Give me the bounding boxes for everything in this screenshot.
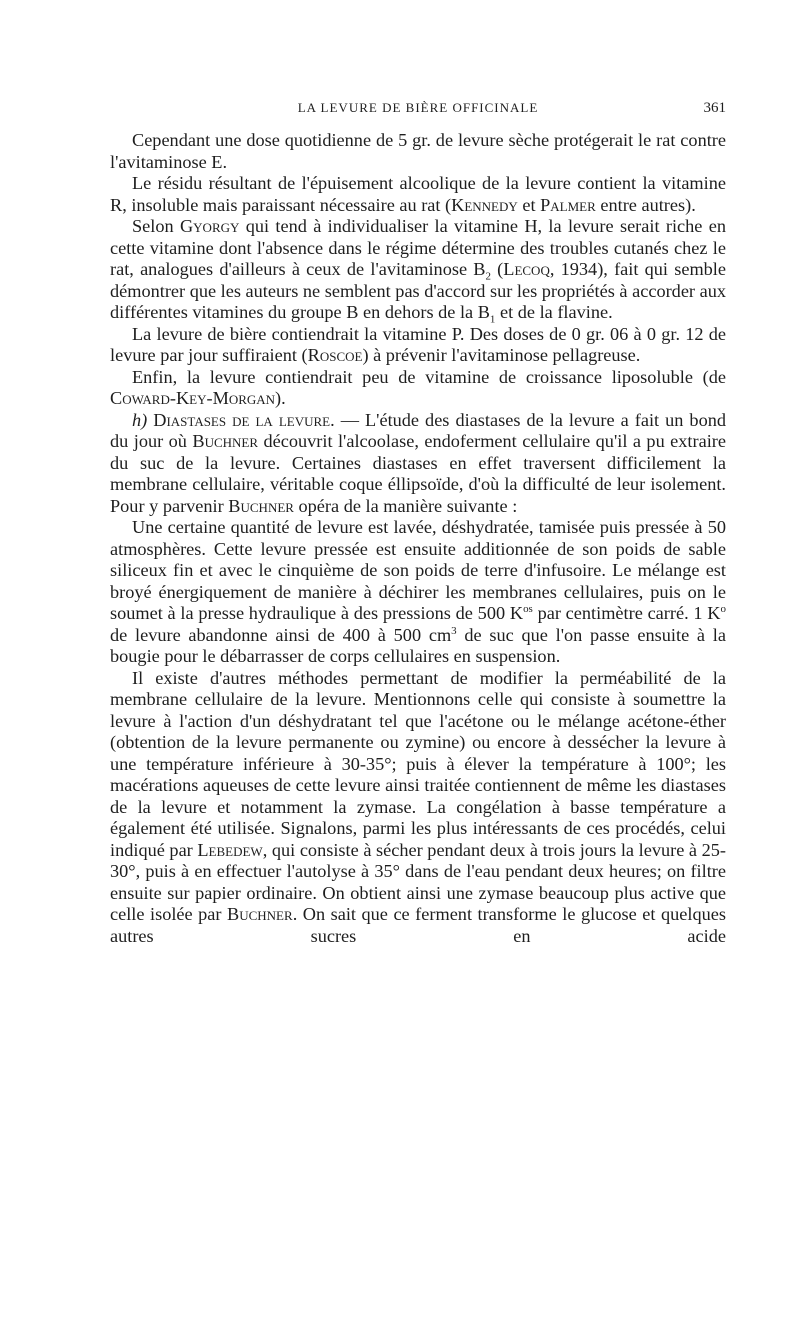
superscript: os — [523, 602, 533, 615]
text-run: . On sait que ce ferment transforme le glucose et quelques autres sucres en acide — [110, 904, 726, 946]
text-run: La levure de bière contiendrait la vitamine P. Des doses de 0 gr. 06 à 0 gr. 12 de levure par jour suffiraient ( — [110, 323, 726, 365]
paragraph-2 — [110, 173, 726, 216]
text-run: , qui consiste à sécher pendant deux à trois jours la levure à 25-30°, puis à en effectuer l'autolyse à 35° dans de l'eau pendant deux heures; on filtre ensuite sur papier ordinaire. On obtient ainsi une zymase beaucoup plus active que celle isolée par — [110, 839, 726, 924]
text-run: Selon — [132, 216, 180, 236]
author-name: Roscoe — [307, 345, 363, 365]
subscript: 2 — [485, 270, 491, 283]
paragraph-5 — [110, 367, 726, 410]
paragraph-7 — [110, 517, 726, 668]
author-name: Palmer — [540, 194, 596, 215]
text-run: Enfin, la levure contiendrait peu de vitamine de croissance liposoluble (de — [132, 366, 726, 387]
paragraph-6 — [110, 410, 726, 518]
text-run: ). — [275, 388, 286, 408]
section-heading: Diastases de la levure. — [153, 409, 335, 430]
paragraph-3 — [110, 216, 726, 324]
text-run: Le résidu résultant de l'épuisement alcoolique de la levure contient la vitamine R, insoluble mais paraissant nécessaire au rat ( — [110, 173, 726, 215]
text-run: de suc que l'on passe ensuite à la bougie pour le débarrasser de corps cellulaires en suspension. — [110, 624, 726, 666]
paragraph-8 — [110, 668, 726, 948]
text-run: découvrit l'alcoolase, endoferment cellulaire qu'il a pu extraire du suc de la levure. Certaines diastases en effet traversent difficilement la membrane cellulaire, véritable coque éllipsoïde, d'où la difficulté de leur isolement. Pour y parvenir — [110, 431, 726, 516]
body-text — [110, 130, 726, 947]
author-name: Lebedew — [197, 839, 263, 860]
superscript: 3 — [451, 624, 457, 637]
page-number: 361 — [703, 100, 726, 116]
author-name: Kennedy — [451, 194, 518, 215]
text-run: de levure abandonne ainsi de 400 à 500 cm — [110, 624, 452, 645]
text-run: Une certaine quantité de levure est lavée, déshydratée, tamisée puis pressée à 50 atmosphères. Cette levure pressée est ensuite additionnée de son poids de sable siliceux fin et avec le cinquième de son poids de terre d'infusoire. Le mélange est broyé énergiquement de manière à déchirer les membranes cellulaires, puis on le soumet à la presse hydraulique à des pressions de 500 K — [110, 517, 726, 623]
text-run: par centimètre carré. 1 K — [532, 603, 721, 623]
text-run: entre autres). — [595, 194, 696, 215]
running-title: LA LEVURE DE BIÈRE OFFICINALE — [297, 100, 539, 115]
document-page — [110, 98, 726, 947]
author-name: Lecoq — [503, 259, 550, 279]
text-run: , 1934), fait qui semble démontrer que les auteurs ne semblent pas d'accord sur les propriétés à accorder aux différentes vitamines du groupe B en dehors de la B — [110, 259, 726, 322]
running-header — [110, 98, 726, 122]
author-name: Buchner — [227, 904, 293, 924]
text-run: — L'étude des diastases de la levure a fait un bond du jour où — [110, 409, 726, 451]
author-name: Coward-Key-Morgan — [110, 388, 276, 408]
author-name: Buchner — [228, 495, 294, 516]
paragraph-1 — [110, 130, 726, 173]
text-run: ) à prévenir l'avitaminose pellagreuse. — [362, 345, 641, 365]
subscript: 1 — [489, 313, 496, 326]
author-name: Gyorgy — [179, 216, 240, 236]
text-run: opéra de la manière suivante : — [293, 495, 518, 516]
paragraph-4 — [110, 324, 726, 367]
superscript: o — [720, 602, 726, 615]
text-run: Cependant une dose quotidienne de 5 gr. de levure sèche protégerait le rat contre l'avitaminose E. — [110, 130, 726, 172]
text-run: et — [517, 194, 541, 215]
section-label: h) — [132, 409, 148, 430]
author-name: Buchner — [192, 431, 259, 451]
text-run: Il existe d'autres méthodes permettant de modifier la perméabilité de la membrane cellulaire de la levure. Mentionnons celle qui consiste à soumettre la levure à l'action d'un déshydratant tel que l'acétone ou le mélange acétone-éther (obtention de la levure permanente ou zymine) ou encore à dessécher la levure à une température inférieure à 30-35°; puis à élever la température à 100°; les macérations aqueuses de cette levure ainsi traitée contiennent de même les diastases de la levure et notamment la zymase. La congélation à basse température a également été utilisée. Signalons, parmi les plus intéressants de ces procédés, celui indiqué par — [110, 667, 726, 860]
text-run: qui tend à individualiser la vitamine H, la levure serait riche en cette vitamine dont l'absence dans le régime détermine des troubles cutanés chez le rat, analogues d'ailleurs à ceux de l'avitaminose B — [110, 216, 726, 279]
text-run: et de la flavine. — [495, 302, 613, 322]
text-run: ( — [490, 259, 504, 279]
